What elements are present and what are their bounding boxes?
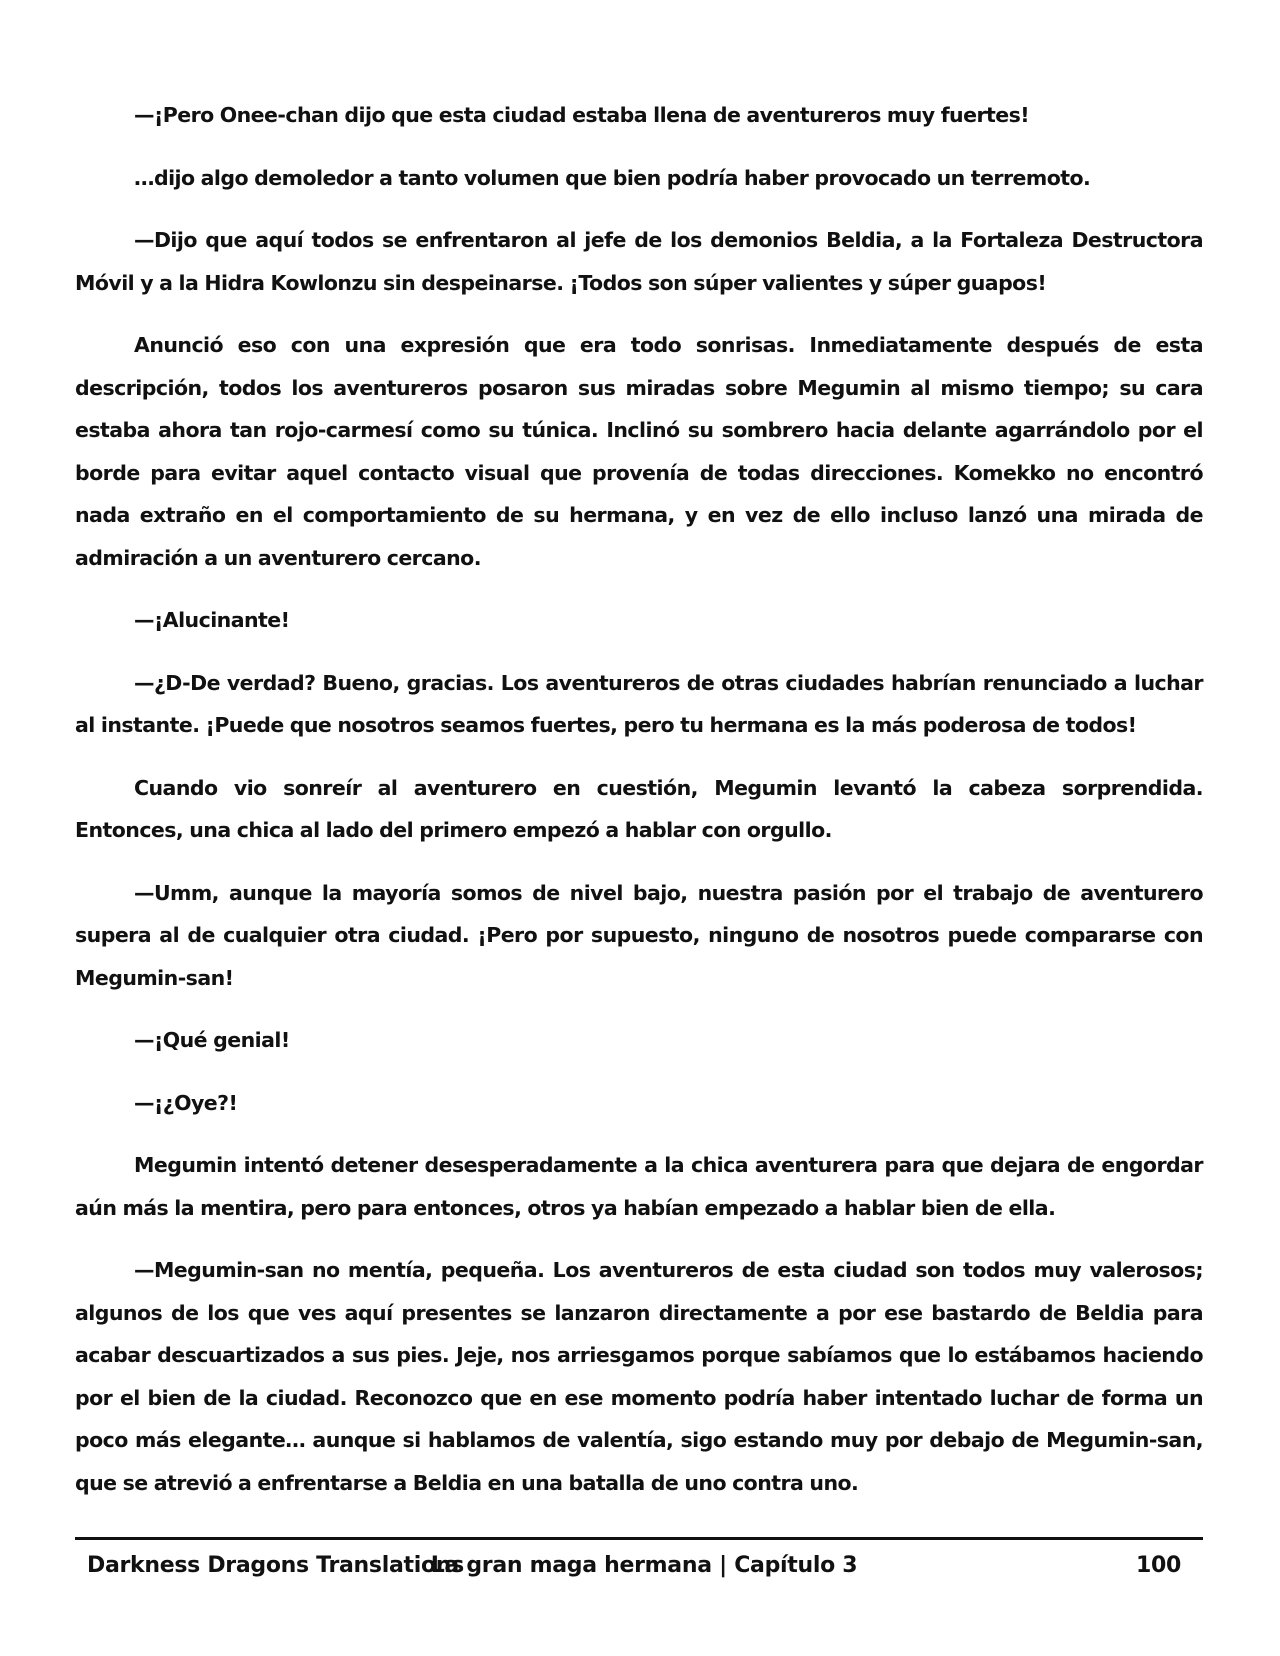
paragraph: Megumin intentó detener desesperadamente a la chica aventurera para que dejara de engordar aún más la mentira, pero para entonces, otros ya habían empezado a hablar bien de ella. xyxy=(75,1153,1203,1220)
paragraph: Cuando vio sonreír al aventurero en cuestión, Megumin levantó la cabeza sorprendida. Entonces, una chica al lado del primero empezó a hablar con orgullo. xyxy=(75,775,1203,842)
paragraph: …dijo algo demoledor a tanto volumen que bien podría haber provocado un terremoto. xyxy=(134,165,1091,190)
footer-page-number: 100 xyxy=(1135,1553,1181,1578)
paragraph: —Umm, aunque la mayoría somos de nivel bajo, nuestra pasión por el trabajo de aventurero supera al de cualquier otra ciudad. ¡Pero por supuesto, ninguno de nosotros puede compararse con Megumin-san! xyxy=(75,880,1203,990)
page-footer xyxy=(75,1548,1203,1584)
paragraph: —Dijo que aquí todos se enfrentaron al jefe de los demonios Beldia, a la Fortaleza Destructora Móvil y a la Hidra Kowlonzu sin despeinarse. ¡Todos son súper valientes y súper guapos! xyxy=(75,228,1203,295)
paragraph: —¡Pero Onee-chan dijo que esta ciudad estaba llena de aventureros muy fuertes! xyxy=(134,103,1030,127)
page-body xyxy=(75,94,1203,1524)
paragraph: —Megumin-san no mentía, pequeña. Los aventureros de esta ciudad son todos muy valerosos; algunos de los que ves aquí presentes se lanzaron directamente a por ese bastardo de Beldia para acabar descuartizados a sus pies. Jeje, nos arriesgamos porque sabíamos que lo estábamos haciendo por el bien de la ciudad. Reconozco que en ese momento podría haber intentado luchar de forma un poco más elegante… aunque si hablamos de valentía, sigo estando muy por debajo de Megumin-san, que se atrevió a enfrentarse a Beldia en una batalla de uno contra uno. xyxy=(75,1258,1203,1495)
footer-chapter-title: La gran maga hermana | Capítulo 3 xyxy=(430,1553,858,1578)
paragraph: —¡¿Oye?! xyxy=(134,1090,238,1115)
paragraph: —¡Qué genial! xyxy=(134,1028,290,1052)
paragraph: —¡Alucinante! xyxy=(134,608,290,632)
paragraph: —¿D-De verdad? Bueno, gracias. Los aventureros de otras ciudades habrían renunciado a luchar al instante. ¡Puede que nosotros seamos fuertes, pero tu hermana es la más poderosa de todos! xyxy=(75,670,1203,737)
paragraph: Anunció eso con una expresión que era todo sonrisas. Inmediatamente después de esta descripción, todos los aventureros posaron sus miradas sobre Megumin al mismo tiempo; su cara estaba ahora tan rojo-carmesí como su túnica. Inclinó su sombrero hacia delante agarrándolo por el borde para evitar aquel contacto visual que provenía de todas direcciones. Komekko no encontró nada extraño en el comportamiento de su hermana, y en vez de ello incluso lanzó una mirada de admiración a un aventurero cercano. xyxy=(75,333,1203,570)
footer-translator-credit: Darkness Dragons Translations xyxy=(87,1553,464,1578)
footer-divider xyxy=(75,1537,1203,1540)
